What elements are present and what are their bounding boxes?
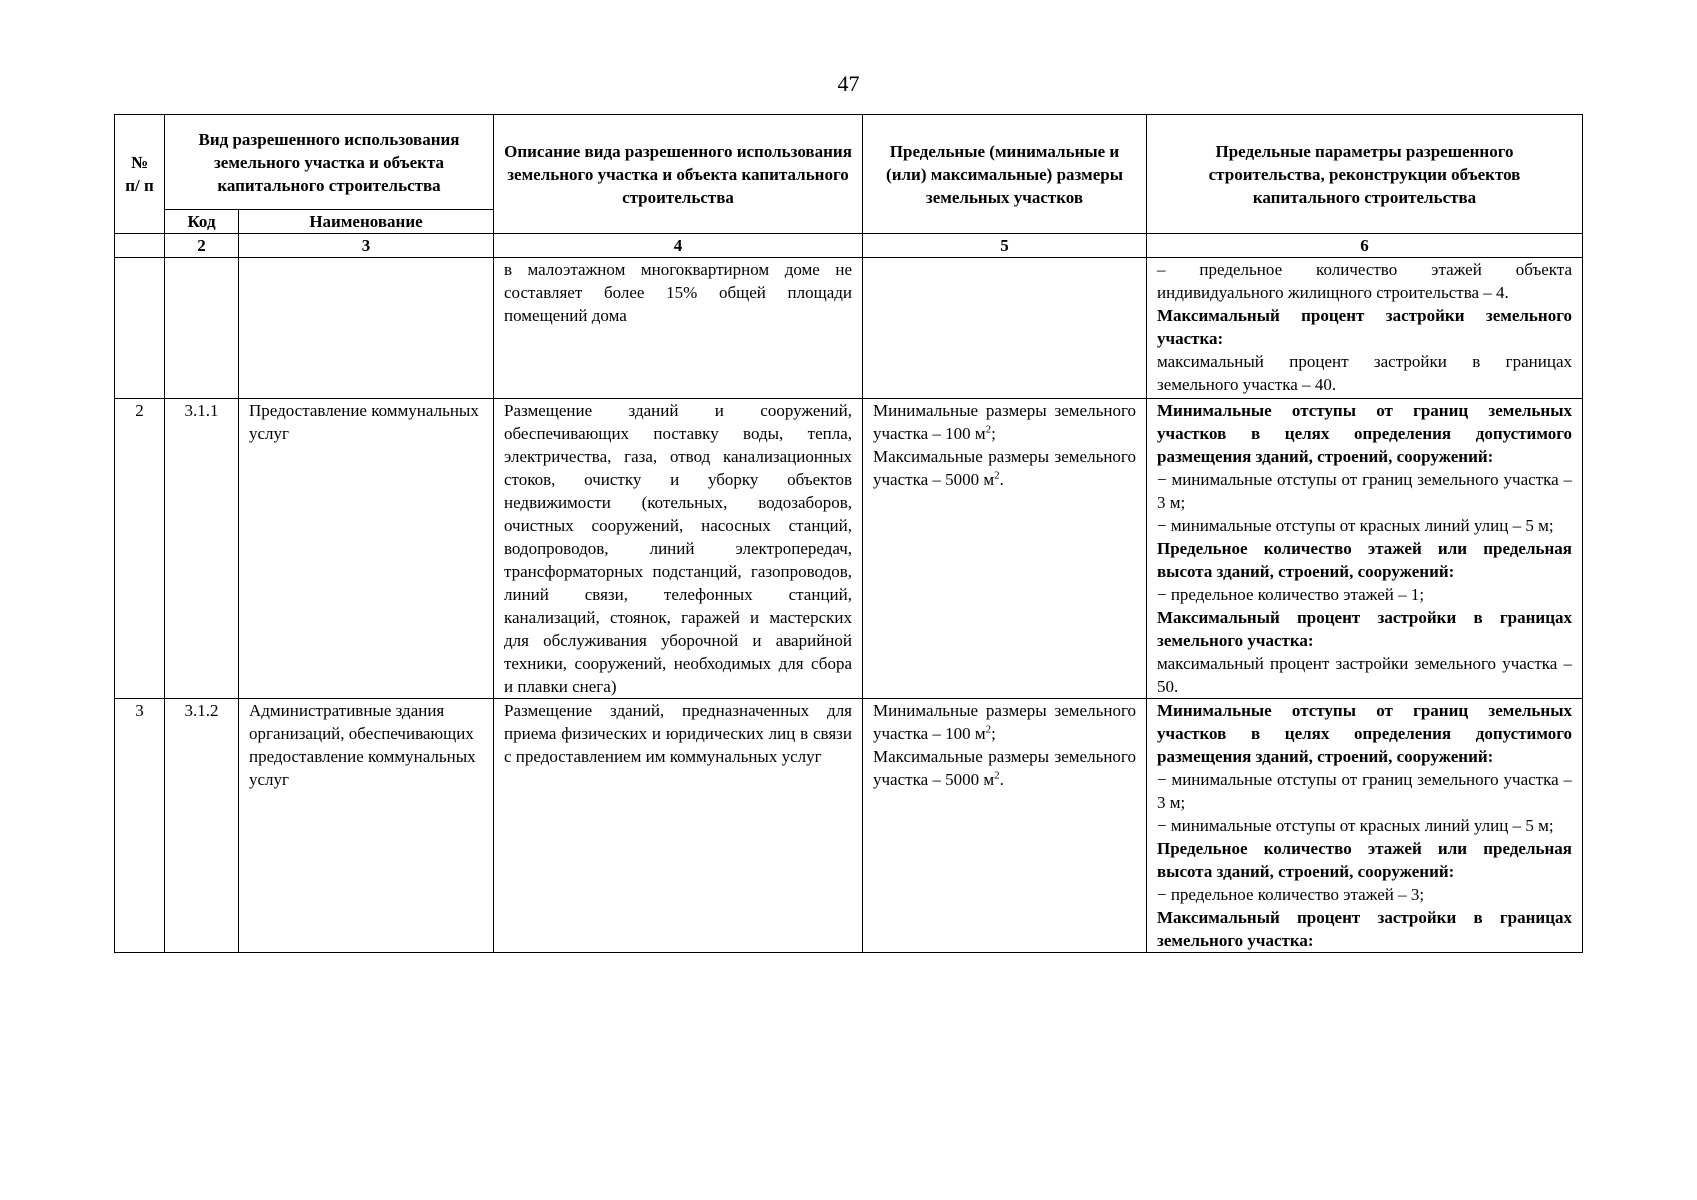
param-heading: Максимальный процент застройки в границах земельного участка:	[1157, 608, 1572, 650]
column-number: 6	[1147, 234, 1583, 258]
row-name: Административные здания организаций, обеспечивающих предоставление коммунальных услуг	[239, 699, 494, 953]
plot-size-text: Минимальные размеры земельного участка – 100 м	[873, 401, 1136, 443]
plot-size-line	[873, 699, 1136, 745]
land-use-table	[114, 114, 1583, 953]
column-number	[115, 234, 165, 258]
column-number: 3	[239, 234, 494, 258]
plot-size-text: Минимальные размеры земельного участка – 100 м	[873, 701, 1136, 743]
table-row	[115, 699, 1583, 953]
param-line: − минимальные отступы от красных линий улиц – 5 м;	[1157, 816, 1554, 835]
plot-size-unit-exponent: 2	[994, 469, 1000, 482]
row-code: 3.1.2	[165, 699, 239, 953]
table-row	[115, 258, 1583, 399]
param-line: − предельное количество этажей – 1;	[1157, 585, 1425, 604]
param-heading: Предельное количество этажей или предельная высота зданий, строений, сооружений:	[1157, 539, 1572, 581]
plot-size-unit-exponent: 2	[985, 723, 992, 736]
row-plot-sizes	[863, 699, 1147, 953]
param-line: – предельное количество этажей объекта индивидуального жилищного строительства – 4.	[1157, 260, 1572, 302]
column-number: 5	[863, 234, 1147, 258]
plot-size-tail: .	[999, 470, 1004, 489]
header-description: Описание вида разрешенного использования земельного участка и объекта капитального строительства	[494, 115, 863, 234]
param-heading: Предельное количество этажей или предельная высота зданий, строений, сооружений:	[1157, 839, 1572, 881]
row-params	[1147, 258, 1583, 399]
param-line: − минимальные отступы от границ земельного участка – 3 м;	[1157, 470, 1572, 512]
row-code: 3.1.1	[165, 399, 239, 699]
row-code	[165, 258, 239, 399]
param-line: − минимальные отступы от границ земельного участка – 3 м;	[1157, 770, 1572, 812]
table-row	[115, 399, 1583, 699]
table-body	[115, 258, 1583, 953]
param-line: − минимальные отступы от красных линий улиц – 5 м;	[1157, 516, 1554, 535]
header-use-type: Вид разрешенного использования земельного участка и объекта капитального строительства	[165, 115, 494, 210]
param-heading: Максимальный процент застройки в границах земельного участка:	[1157, 908, 1572, 950]
header-plot-sizes: Предельные (минимальные и (или) максимальные) размеры земельных участков	[863, 115, 1147, 234]
row-params	[1147, 399, 1583, 699]
plot-size-line	[873, 445, 1136, 491]
row-description: Размещение зданий, предназначенных для приема физических и юридических лиц в связи с предоставлением им коммунальных услуг	[494, 699, 863, 953]
row-description: Размещение зданий и сооружений, обеспечивающих поставку воды, тепла, электричества, газа, отвод канализационных стоков, очистку и уборку объектов недвижимости (котельных, водозаборов, очистных сооружений, насосных станций, водопроводов, линий электропередач, трансформаторных подстанций, газопроводов, линий связи, телефонных станций, канализаций, стоянок, гаражей и мастерских для обслуживания уборочной и аварийной техники, сооружений, необходимых для сбора и плавки снега)	[494, 399, 863, 699]
plot-size-text: Максимальные размеры земельного участка – 5000 м	[873, 747, 1136, 789]
row-number: 3	[115, 699, 165, 953]
column-numbers-row	[115, 234, 1583, 258]
param-heading: Минимальные отступы от границ земельных участков в целях определения допустимого размещения зданий, строений, сооружений:	[1157, 401, 1572, 466]
param-heading: Максимальный процент застройки земельного участка:	[1157, 306, 1572, 348]
plot-size-line	[873, 399, 1136, 445]
column-number: 2	[165, 234, 239, 258]
header-construction-params: Предельные параметры разрешенного строительства, реконструкции объектов капитального строительства	[1147, 115, 1583, 234]
param-line: − предельное количество этажей – 3;	[1157, 885, 1425, 904]
row-number	[115, 258, 165, 399]
plot-size-line	[873, 745, 1136, 791]
row-name: Предоставление коммунальных услуг	[239, 399, 494, 699]
plot-size-text: Максимальные размеры земельного участка – 5000 м	[873, 447, 1136, 489]
row-name	[239, 258, 494, 399]
header-code: Код	[165, 210, 239, 234]
plot-size-unit-exponent: 2	[985, 423, 992, 436]
plot-size-tail: ;	[991, 724, 996, 743]
param-heading: Минимальные отступы от границ земельных участков в целях определения допустимого размещения зданий, строений, сооружений:	[1157, 701, 1572, 766]
row-plot-sizes	[863, 258, 1147, 399]
row-number: 2	[115, 399, 165, 699]
row-params	[1147, 699, 1583, 953]
table-header	[115, 115, 1583, 258]
plot-size-unit-exponent: 2	[994, 769, 1000, 782]
header-number: № п/ п	[115, 115, 165, 234]
row-description: в малоэтажном многоквартирном доме не составляет более 15% общей площади помещений дома	[494, 258, 863, 399]
header-name: Наименование	[239, 210, 494, 234]
param-line: максимальный процент застройки в границах земельного участка – 40.	[1157, 352, 1572, 394]
plot-size-tail: ;	[991, 424, 996, 443]
param-line: максимальный процент застройки земельного участка – 50.	[1157, 654, 1572, 696]
plot-size-tail: .	[999, 770, 1004, 789]
page-number: 47	[837, 71, 860, 96]
row-plot-sizes	[863, 399, 1147, 699]
column-number: 4	[494, 234, 863, 258]
